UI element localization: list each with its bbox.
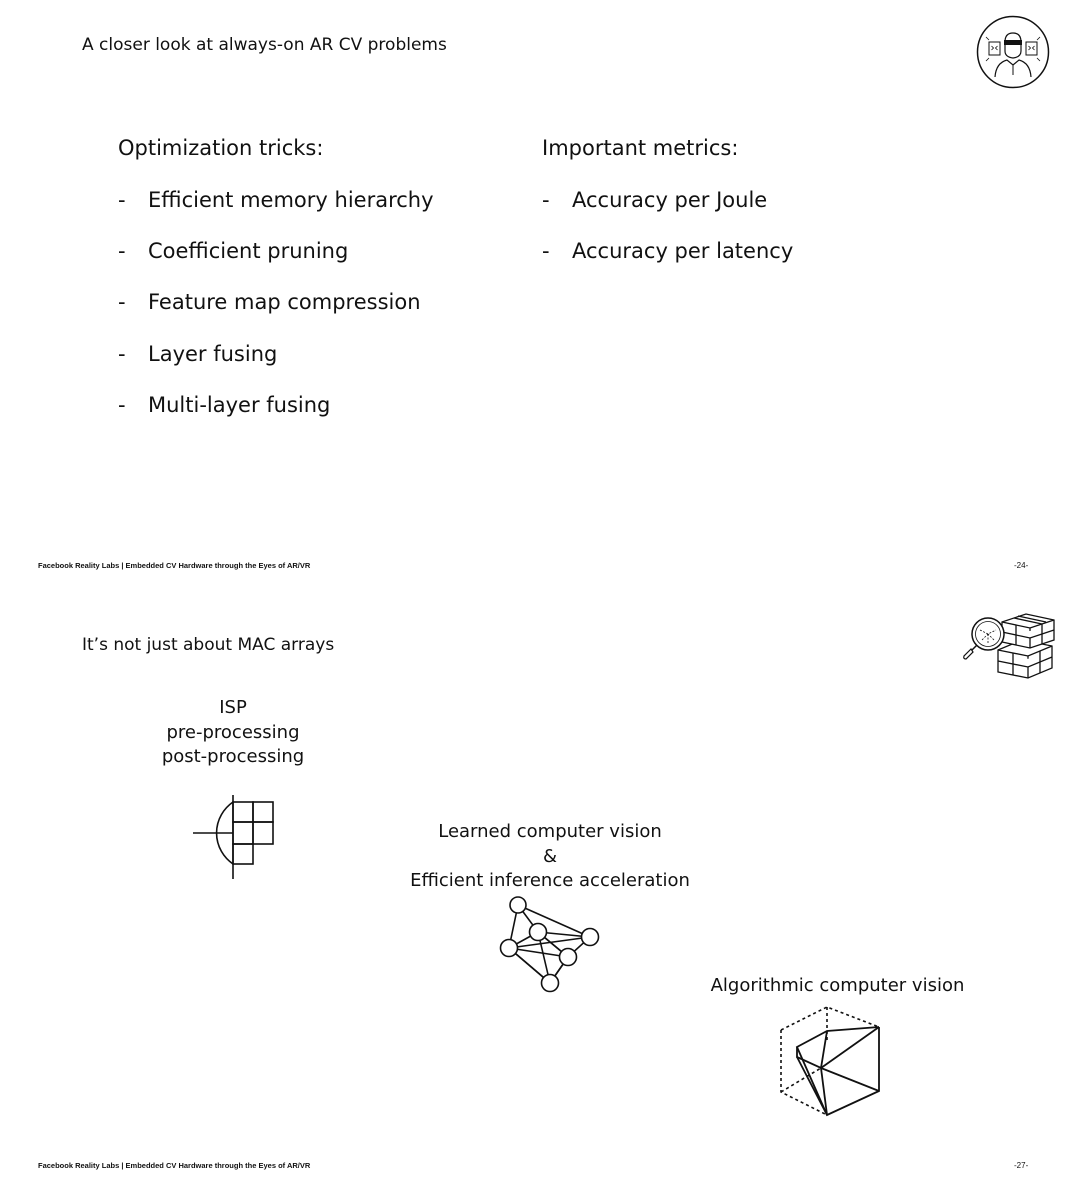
bullet-dash: -: [542, 239, 550, 264]
list-item-text: Accuracy per Joule: [572, 188, 768, 212]
caption-line: ISP: [219, 697, 247, 718]
bullet-dash: -: [542, 188, 550, 212]
list-item: [118, 342, 434, 393]
list-item-text: Efficient memory hierarchy: [148, 188, 434, 212]
list-item: [118, 393, 434, 444]
caption-line: &: [542, 845, 558, 867]
slide-title: It’s not just about MAC arrays: [82, 635, 335, 655]
footer-text: Facebook Reality Labs | Embedded CV Hardware through the Eyes of AR/VR: [38, 561, 311, 570]
bullet-dash: -: [118, 188, 126, 212]
list-item-text: Multi-layer fusing: [148, 392, 331, 417]
list-item-text: Layer fusing: [148, 341, 278, 366]
footer-text: Facebook Reality Labs | Embedded CV Hardware through the Eyes of AR/VR: [38, 1161, 311, 1170]
list-item: [118, 239, 434, 290]
magnifier-cubes-icon: [962, 612, 1058, 684]
bullet-dash: -: [118, 341, 126, 366]
caption-line: Learned computer vision: [438, 821, 662, 842]
bullet-dash: -: [118, 392, 126, 417]
list-item-text: Accuracy per latency: [572, 239, 794, 264]
learned-cv-caption: [395, 820, 705, 894]
bullet-dash: -: [118, 290, 126, 315]
list-item: [542, 239, 793, 290]
list-item: [118, 290, 434, 341]
isp-pipeline-icon: [190, 798, 278, 880]
slide-27: [0, 600, 1067, 1200]
metrics-heading: Important metrics:: [542, 136, 739, 160]
page-number: -24-: [1014, 561, 1029, 570]
list-item: [118, 188, 434, 239]
optimization-list: [118, 188, 434, 444]
list-item: [542, 188, 793, 239]
optimization-heading: Optimization tricks:: [118, 136, 324, 160]
isp-caption: [133, 696, 333, 770]
ar-headset-person-icon: [976, 15, 1050, 89]
caption-line: post-processing: [161, 746, 305, 767]
metrics-list: [542, 188, 793, 290]
neural-network-icon: [496, 895, 606, 997]
bullet-dash: -: [118, 239, 126, 264]
page-number: -27-: [1014, 1161, 1029, 1170]
list-item-text: Coefficient pruning: [148, 239, 349, 264]
wireframe-cube-icon: [775, 1005, 885, 1120]
algorithmic-cv-caption: Algorithmic computer vision: [710, 975, 965, 996]
list-item-text: Feature map compression: [148, 290, 421, 315]
caption-line: Efficient inference acceleration: [410, 870, 690, 891]
slide-title: A closer look at always-on AR CV problems: [82, 35, 447, 55]
caption-line: pre-processing: [166, 721, 300, 743]
